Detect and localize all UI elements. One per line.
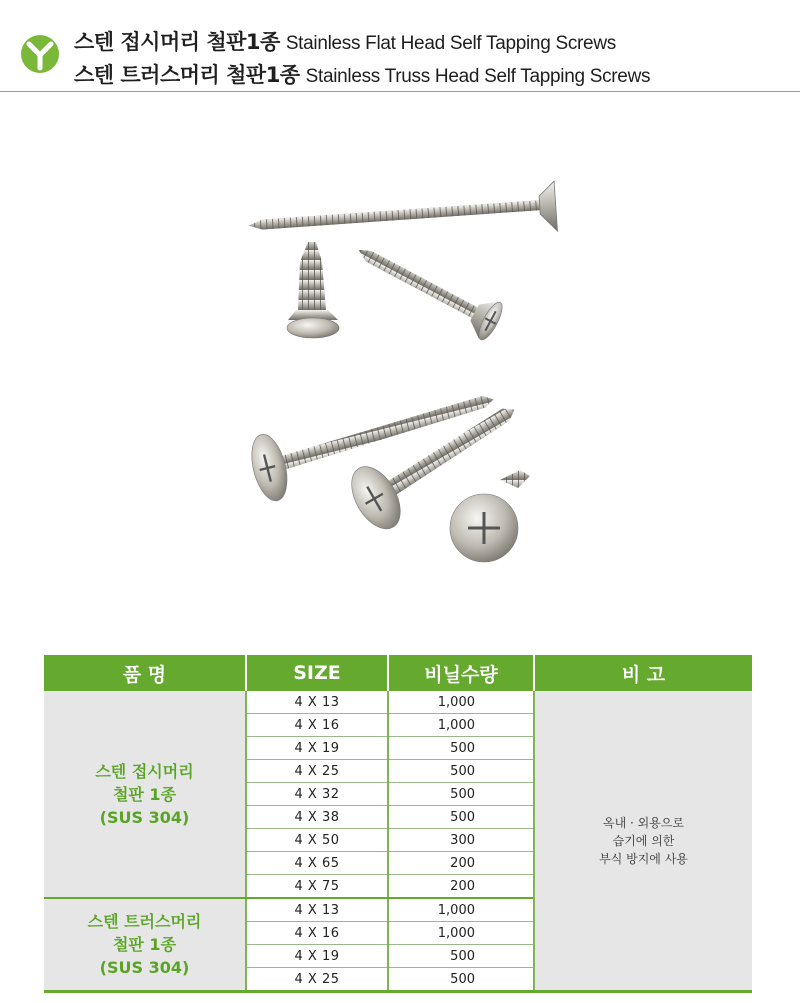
brand-logo-icon xyxy=(20,34,60,74)
table-header-row xyxy=(44,655,752,691)
quantity-cell: 200 xyxy=(388,852,534,875)
remarks-cell xyxy=(534,691,752,992)
size-cell: 4 X 13 xyxy=(246,898,388,922)
quantity-cell: 1,000 xyxy=(388,714,534,737)
remarks-line: 옥내 · 외용으로 xyxy=(603,815,684,830)
product-name-line: 스텐 접시머리 xyxy=(95,761,194,781)
title-flat-head-english: Stainless Flat Head Self Tapping Screws xyxy=(285,33,616,54)
page-header xyxy=(0,0,800,92)
page-title-flat-head xyxy=(74,26,616,56)
size-cell: 4 X 38 xyxy=(246,806,388,829)
quantity-cell: 500 xyxy=(388,760,534,783)
product-photo-screws xyxy=(200,170,600,590)
screw-truss-head-3 xyxy=(450,470,530,562)
remarks-line: 부식 방지에 사용 xyxy=(599,851,688,866)
size-cell: 4 X 65 xyxy=(246,852,388,875)
title-truss-head-english: Stainless Truss Head Self Tapping Screws xyxy=(305,66,651,87)
size-cell: 4 X 13 xyxy=(246,691,388,714)
screw-flat-head-medium xyxy=(348,232,506,343)
quantity-cell: 500 xyxy=(388,806,534,829)
size-cell: 4 X 16 xyxy=(246,922,388,945)
header-bag-quantity: 비닐수량 xyxy=(388,655,534,691)
table-row xyxy=(44,691,752,714)
size-cell: 4 X 19 xyxy=(246,945,388,968)
size-cell: 4 X 16 xyxy=(246,714,388,737)
product-name-line: (SUS 304) xyxy=(99,807,190,827)
size-cell: 4 X 25 xyxy=(246,760,388,783)
quantity-cell: 1,000 xyxy=(388,898,534,922)
title-flat-head-korean: 스텐 접시머리 철판1종 xyxy=(74,30,280,54)
screw-flat-head-short xyxy=(287,242,339,338)
size-cell: 4 X 32 xyxy=(246,783,388,806)
size-cell: 4 X 25 xyxy=(246,968,388,992)
quantity-cell: 200 xyxy=(388,875,534,899)
product-name-line: 스텐 트러스머리 xyxy=(87,912,202,931)
page-title-truss-head xyxy=(74,59,650,89)
header-size: SIZE xyxy=(246,655,388,691)
product-name-truss-head xyxy=(44,898,246,992)
size-cell: 4 X 75 xyxy=(246,875,388,899)
quantity-cell: 500 xyxy=(388,945,534,968)
title-truss-head-korean: 스텐 트러스머리 철판1종 xyxy=(74,63,300,87)
quantity-cell: 300 xyxy=(388,829,534,852)
quantity-cell: 500 xyxy=(388,783,534,806)
quantity-cell: 500 xyxy=(388,968,534,992)
size-cell: 4 X 19 xyxy=(246,737,388,760)
spec-table xyxy=(44,655,752,993)
product-name-flat-head xyxy=(44,691,246,898)
product-name-line: (SUS 304) xyxy=(99,958,190,977)
quantity-cell: 1,000 xyxy=(388,691,534,714)
quantity-cell: 1,000 xyxy=(388,922,534,945)
header-product-name: 품 명 xyxy=(44,655,246,691)
quantity-cell: 500 xyxy=(388,737,534,760)
remarks-line: 습기에 의한 xyxy=(612,833,675,848)
header-remarks: 비 고 xyxy=(534,655,752,691)
product-name-line: 철판 1종 xyxy=(112,784,177,804)
screw-flat-head-long xyxy=(247,181,558,252)
product-name-line: 철판 1종 xyxy=(112,935,177,954)
header-divider xyxy=(0,91,800,92)
size-cell: 4 X 50 xyxy=(246,829,388,852)
